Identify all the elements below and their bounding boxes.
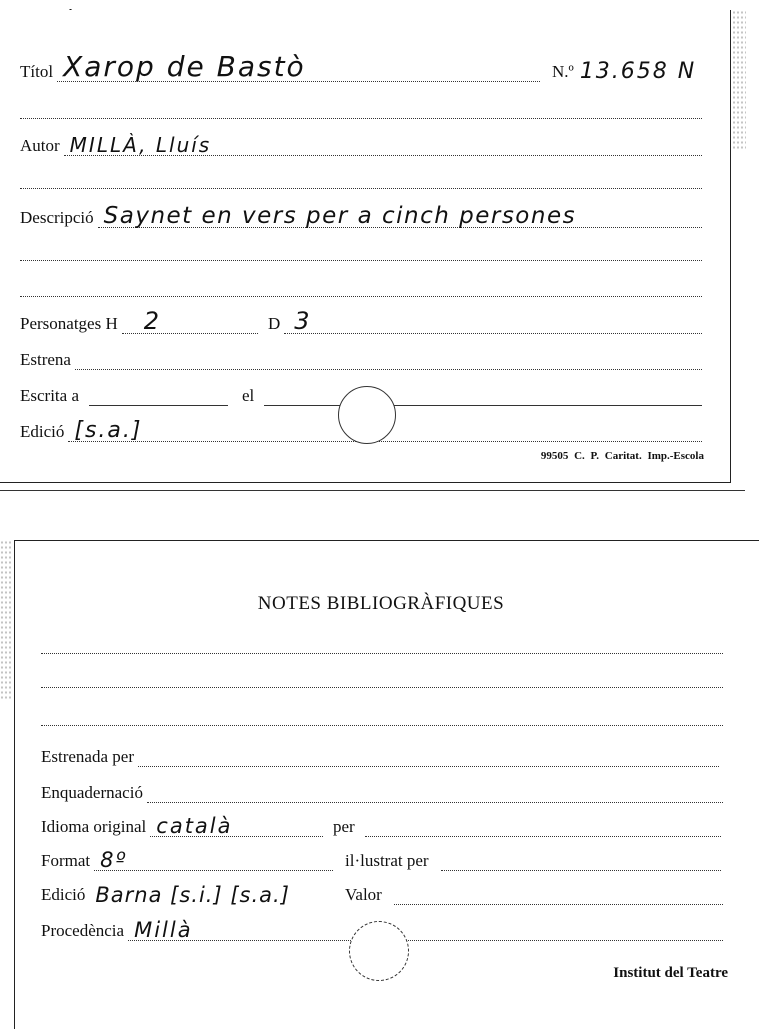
idioma-per-label: per — [333, 817, 355, 836]
catalog-card-back — [14, 540, 759, 1029]
procedencia-line — [128, 918, 723, 942]
escrita-line — [89, 387, 228, 406]
titol-row — [20, 50, 540, 83]
num-value: 13.658 N — [579, 59, 697, 84]
h-line — [122, 307, 258, 335]
notes-heading: NOTES BIBLIOGRÀFIQUES — [257, 593, 505, 614]
titol-line — [57, 50, 540, 83]
enquadernacio-row — [41, 783, 723, 803]
idioma-per-line — [365, 818, 721, 837]
autor-line — [64, 133, 702, 157]
punch-hole — [338, 386, 396, 444]
back-edicio-label: Edició — [41, 885, 86, 904]
format-value: 8º — [100, 848, 128, 872]
d-line — [284, 307, 702, 335]
personatges-label: Personatges H — [20, 314, 118, 333]
estrena-row — [20, 350, 702, 370]
d-label: D — [268, 314, 281, 333]
back-edicio-value: Barna [s.i.] [s.a.] — [95, 883, 290, 907]
d-row — [268, 307, 702, 335]
back-edicio-row — [41, 885, 341, 905]
valor-label: Valor — [345, 885, 382, 904]
autor-label: Autor — [20, 136, 60, 155]
format-line — [94, 848, 333, 872]
descripcio-row — [20, 203, 702, 229]
back-edicio-line — [89, 883, 341, 907]
el-label: el — [242, 386, 255, 405]
blank-line — [41, 653, 723, 654]
illustrat-line — [441, 852, 721, 871]
scan-edge-left — [0, 540, 12, 700]
estrenada-row — [41, 747, 719, 767]
descripcio-value: Saynet en vers per a cinch persones — [103, 203, 577, 229]
printer-imprint: 99505 C. P. Caritat. Imp.-Escola — [540, 450, 704, 462]
idioma-row — [41, 814, 323, 838]
el-row — [242, 386, 702, 406]
scan-edge-right — [732, 10, 746, 150]
personatges-row — [20, 307, 258, 335]
valor-line — [394, 886, 723, 905]
edicio-value: [s.a.] — [74, 418, 143, 443]
blank-line — [20, 118, 702, 119]
edicio-label: Edició — [20, 422, 65, 441]
format-label: Format — [41, 851, 91, 870]
titol-value: Xarop de Bastò — [63, 50, 306, 83]
blank-line — [20, 260, 702, 261]
estrena-line — [75, 351, 702, 370]
blank-line — [20, 296, 702, 297]
valor-row — [345, 885, 723, 905]
procedencia-label: Procedència — [41, 921, 125, 940]
card-divider — [0, 490, 745, 491]
num-label: N.º — [552, 62, 574, 81]
catalog-card-front — [0, 10, 731, 483]
escrita-label: Escrita a — [20, 386, 79, 405]
enquadernacio-line — [147, 784, 723, 803]
h-value: 2 — [143, 307, 162, 335]
descripcio-label: Descripció — [20, 208, 94, 227]
escrita-row — [20, 386, 228, 406]
idioma-line — [150, 814, 323, 838]
el-line — [264, 387, 702, 406]
titol-label: Títol — [20, 62, 54, 81]
estrenada-label: Estrenada per — [41, 747, 134, 766]
blank-line — [41, 725, 723, 726]
idioma-per-row — [333, 817, 721, 837]
descripcio-line — [98, 203, 702, 229]
illustrat-label: il·lustrat per — [345, 851, 429, 870]
d-value: 3 — [294, 307, 312, 335]
procedencia-value: Millà — [134, 918, 193, 942]
idioma-label: Idioma original — [41, 817, 147, 836]
idioma-value: català — [156, 814, 233, 838]
blank-line — [20, 188, 702, 189]
illustrat-row — [345, 851, 721, 871]
punch-hole — [349, 921, 409, 981]
estrenada-line — [138, 748, 719, 767]
blank-line — [41, 687, 723, 688]
format-row — [41, 848, 333, 872]
num-row — [552, 59, 712, 84]
estrena-label: Estrena — [20, 350, 71, 369]
autor-value: MILLÀ, Lluís — [69, 133, 212, 157]
num-line — [578, 59, 712, 84]
enquadernacio-label: Enquadernació — [41, 783, 143, 802]
autor-row — [20, 133, 702, 157]
institution-stamp: Institut del Teatre — [613, 965, 728, 981]
